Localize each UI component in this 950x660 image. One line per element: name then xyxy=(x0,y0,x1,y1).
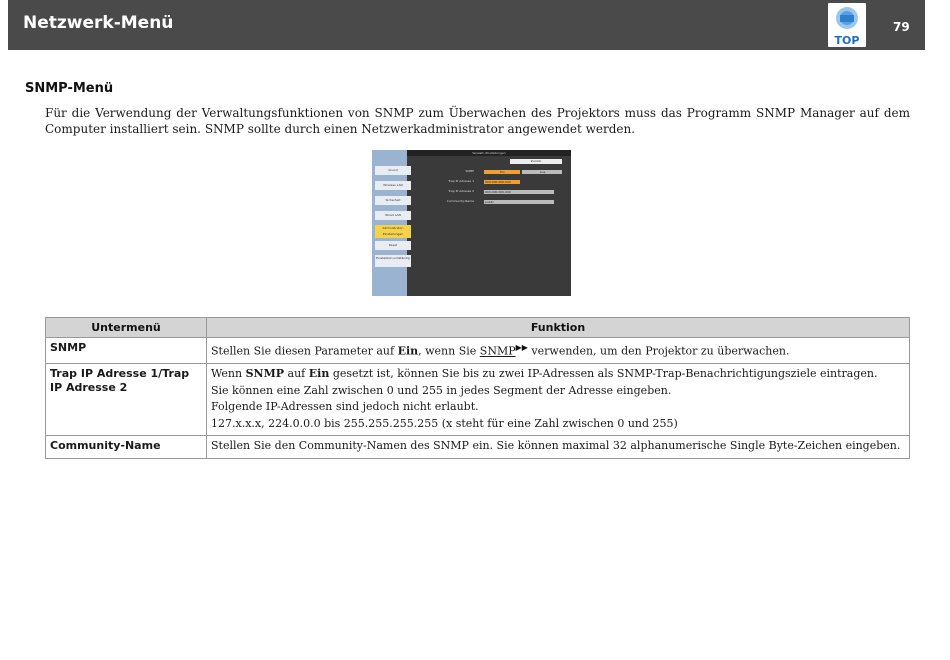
screenshot-row-label: Trap IP Adresse 2 xyxy=(448,189,474,193)
table-header: Funktion xyxy=(207,318,910,338)
screenshot-row-value: Ein xyxy=(484,170,520,174)
screenshot-sidebar-item: Wireless LAN xyxy=(375,181,411,190)
function-table xyxy=(45,317,910,459)
screenshot-title: Verwalt.-Einstellungen xyxy=(407,150,571,156)
section-title: SNMP-Menü xyxy=(25,81,114,96)
screenshot-row-label: Trap IP Adresse 1 xyxy=(448,179,474,183)
chapter-title: Netzwerk-Menü xyxy=(23,13,174,33)
screenshot-sidebar xyxy=(372,150,410,296)
table-row xyxy=(46,364,910,436)
snmp-link[interactable]: SNMP xyxy=(479,344,516,358)
screenshot-sidebar-item: Sicherheit xyxy=(375,196,411,205)
submenu-cell: SNMP xyxy=(46,338,207,364)
screenshot-row-value: public xyxy=(484,200,554,204)
link-arrow-icon: ▶▶ xyxy=(515,343,528,352)
screenshot-row-label: SNMP xyxy=(465,169,474,173)
settings-screenshot xyxy=(372,150,571,296)
page-header xyxy=(8,0,925,50)
table-row xyxy=(46,436,910,459)
function-cell: Stellen Sie den Community-Namen des SNMP ein. Sie können maximal 32 alphanumerische Single Byte-Zeichen eingeben. xyxy=(207,436,910,459)
screenshot-sidebar-item: Grund xyxy=(375,166,411,175)
top-button[interactable] xyxy=(828,3,866,47)
function-cell: Stellen Sie diesen Parameter auf Ein, wenn Sie SNMP▶▶ verwenden, um den Projektor zu überwachen. xyxy=(207,338,910,364)
screenshot-row-label: Community-Name xyxy=(446,199,474,203)
function-cell: Wenn SNMP auf Ein gesetzt ist, können Sie bis zu zwei IP-Adressen als SNMP-Trap-Benachrichtigungsziele eintragen. Sie können eine Zahl zwischen 0 und 255 in jedes Segment der Adresse eingeben. Folgende IP-Adressen sind jedoch nicht erlaubt. 127.x.x.x, 224.0.0.0 bis 255.255.255.255 (x steht für eine Zahl zwischen 0 und 255) xyxy=(207,364,910,436)
screenshot-sidebar-item: Reset xyxy=(375,241,411,250)
submenu-cell: Community-Name xyxy=(46,436,207,459)
screenshot-row-value: Aus xyxy=(522,170,562,174)
top-label: TOP xyxy=(834,34,860,47)
submenu-cell: Trap IP Adresse 1/Trap IP Adresse 2 xyxy=(46,364,207,436)
screenshot-sidebar-item-active: Administrator-Einstellungen xyxy=(375,225,411,238)
screenshot-sidebar-item: Wired LAN xyxy=(375,211,411,220)
table-header: Untermenü xyxy=(46,318,207,338)
screenshot-sidebar-item: Einstellkon-vollständig xyxy=(375,255,411,267)
screenshot-row-value: 000.000.000.000 xyxy=(484,180,520,184)
intro-paragraph: Für die Verwendung der Verwaltungsfunktionen von SNMP zum Überwachen des Projektors muss das Programm SNMP Manager auf dem Computer installiert sein. SNMP sollte durch einen Netzwerkadministrator angewendet werden. xyxy=(45,106,910,136)
table-row xyxy=(46,338,910,364)
projector-logo-icon xyxy=(834,6,860,30)
screenshot-back-button: Zurück xyxy=(510,159,562,164)
screenshot-row-value: 000.000.000.000 xyxy=(484,190,554,194)
page-number: 79 xyxy=(893,20,910,34)
